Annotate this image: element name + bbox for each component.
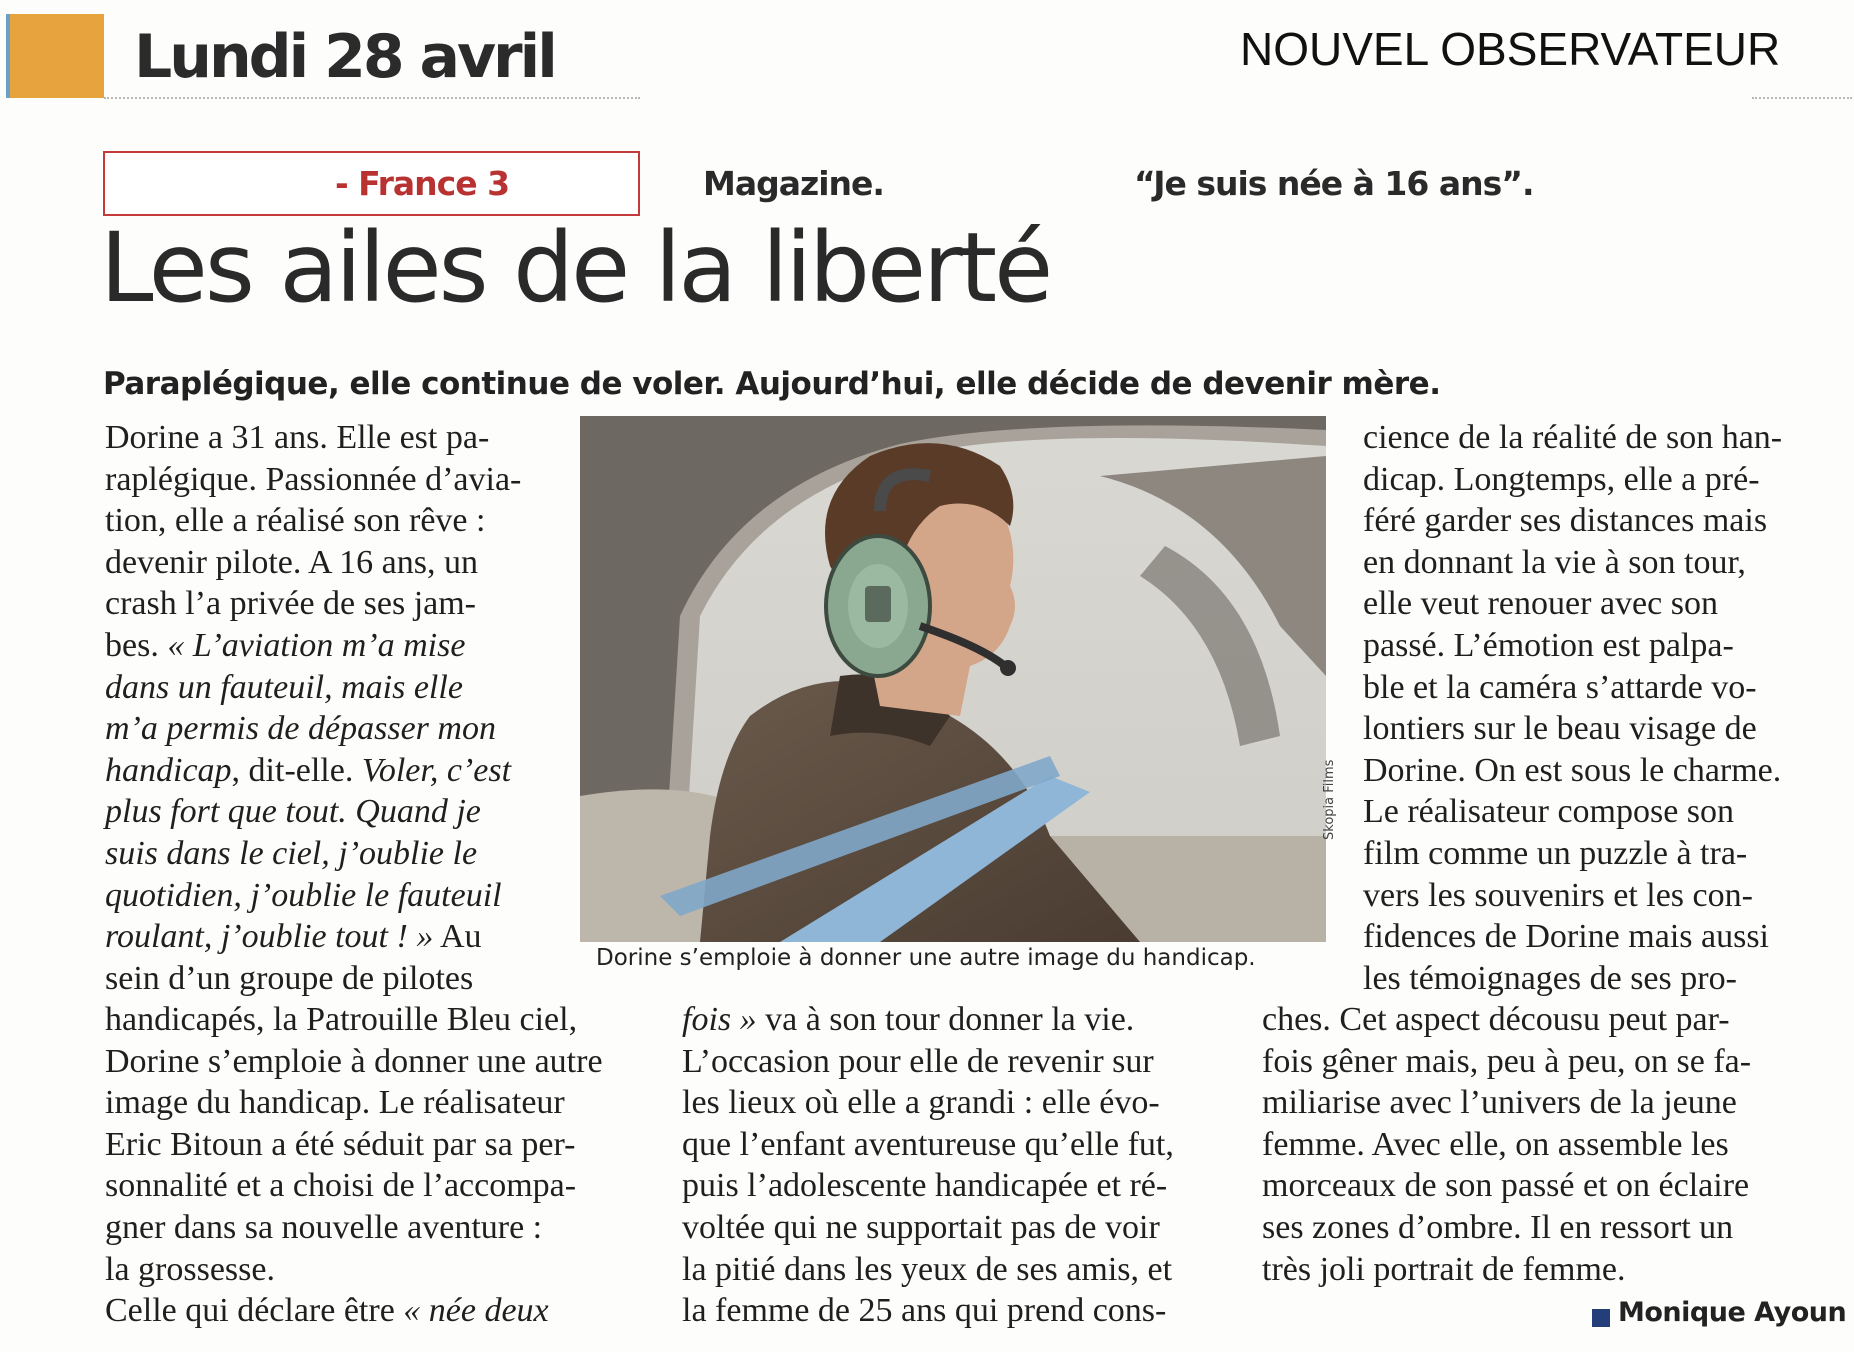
text-line: la pitié dans les yeux de ses amis, et bbox=[682, 1250, 1173, 1288]
rubric-label: Magazine. bbox=[703, 164, 884, 203]
text-line bbox=[105, 916, 555, 958]
text-line bbox=[682, 999, 1242, 1041]
text-line: gner dans sa nouvelle aventure : bbox=[105, 1208, 543, 1246]
text-line: passé. L’émotion est palpa- bbox=[1363, 626, 1734, 664]
text-line: handicapés, la Patrouille Bleu ciel, bbox=[105, 1001, 578, 1038]
text-line: que l’enfant aventureuse qu’elle fut, bbox=[682, 1125, 1174, 1163]
text-line bbox=[105, 1290, 665, 1332]
text-run: bes. bbox=[105, 626, 168, 664]
pilot-photo-illustration bbox=[580, 416, 1326, 942]
quote-run: plus fort que tout. Quand je bbox=[105, 793, 481, 831]
article-column-2 bbox=[682, 999, 1242, 1332]
quote-run: fois » bbox=[682, 1001, 757, 1038]
text-line: fidences de Dorine mais aussi bbox=[1363, 918, 1769, 956]
text-line: vers les souvenirs et les con- bbox=[1363, 876, 1753, 914]
text-line: puis l’adolescente handicapée et ré- bbox=[682, 1167, 1168, 1205]
article-photo bbox=[580, 416, 1326, 942]
text-line: sonnalité et a choisi de l’accompa- bbox=[105, 1167, 577, 1205]
text-line: voltée qui ne supportait pas de voir bbox=[682, 1208, 1160, 1246]
text-line: L’occasion pour elle de revenir sur bbox=[682, 1042, 1154, 1080]
text-line: Dorine s’emploie à donner une autre bbox=[105, 1042, 603, 1080]
quote-run: « L’aviation m’a mise bbox=[167, 626, 466, 664]
text-line: femme. Avec elle, on assemble les bbox=[1262, 1125, 1729, 1163]
text-line: ses zones d’ombre. Il en ressort un bbox=[1262, 1208, 1734, 1246]
text-run: , dit-elle. bbox=[231, 751, 362, 789]
text-line: Eric Bitoun a été séduit par sa per- bbox=[105, 1125, 576, 1163]
text-line: la grossesse. bbox=[105, 1250, 275, 1288]
text-line: cience de la réalité de son han- bbox=[1363, 419, 1783, 456]
quote-run: suis dans le ciel, j’oublie le bbox=[105, 834, 478, 872]
header-divider-right bbox=[1752, 97, 1852, 99]
photo-caption: Dorine s’emploie à donner une autre image du handicap. bbox=[596, 945, 1256, 971]
text-line bbox=[105, 875, 555, 917]
text-line bbox=[105, 750, 555, 792]
text-run: Celle qui déclare être bbox=[105, 1292, 404, 1330]
text-run: Au bbox=[433, 918, 482, 956]
text-line: très joli portrait de femme. bbox=[1262, 1250, 1626, 1288]
text-line: morceaux de son passé et on éclaire bbox=[1262, 1167, 1750, 1205]
text-line: Dorine a 31 ans. Elle est pa- bbox=[105, 419, 490, 456]
text-line bbox=[105, 667, 555, 709]
text-line: Le réalisateur compose son bbox=[1363, 793, 1735, 831]
text-line: tion, elle a réalisé son rêve : bbox=[105, 502, 486, 540]
quote-run: roulant, j’oublie tout ! » bbox=[105, 918, 434, 956]
quote-run: quotidien, j’oublie le fauteuil bbox=[105, 876, 502, 914]
text-line: devenir pilote. A 16 ans, un bbox=[105, 543, 479, 581]
pull-quote: “Je suis née à 16 ans”. bbox=[1134, 164, 1534, 203]
text-line bbox=[105, 791, 555, 833]
text-line: raplégique. Passionnée d’avia- bbox=[105, 460, 522, 498]
quote-run: « née deux bbox=[403, 1292, 549, 1330]
text-line: les lieux où elle a grandi : elle évo- bbox=[682, 1084, 1160, 1122]
quote-run: m’a permis de dépasser mon bbox=[105, 710, 496, 748]
article-column-3-bottom bbox=[1262, 999, 1832, 1290]
text-line: crash l’a privée de ses jam- bbox=[105, 585, 476, 623]
text-line: fois gêner mais, peu à peu, on se fa- bbox=[1262, 1042, 1752, 1080]
publication-name: NOUVEL OBSERVATEUR bbox=[1240, 23, 1781, 75]
text-line: ble et la caméra s’attarde vo- bbox=[1363, 668, 1757, 706]
text-line bbox=[105, 625, 555, 667]
author-byline: Monique Ayoun bbox=[1618, 1297, 1847, 1328]
text-line: Dorine. On est sous le charme. bbox=[1363, 751, 1782, 789]
text-line: en donnant la vie à son tour, bbox=[1363, 543, 1746, 581]
photo-credit: Skopia Films bbox=[1322, 759, 1337, 840]
article-column-1-bottom bbox=[105, 999, 665, 1332]
issue-date: Lundi 28 avril bbox=[134, 22, 555, 92]
quote-run: dans un fauteuil, mais elle bbox=[105, 668, 463, 706]
text-line: lontiers sur le beau visage de bbox=[1363, 710, 1757, 748]
header-divider bbox=[104, 97, 640, 99]
byline-square-icon bbox=[1592, 1309, 1610, 1327]
text-line: ches. Cet aspect décousu peut par- bbox=[1262, 1001, 1730, 1038]
article-column-3-top bbox=[1363, 417, 1823, 999]
article-headline: Les ailes de la liberté bbox=[100, 212, 1051, 324]
text-line: féré garder ses distances mais bbox=[1363, 502, 1768, 540]
quote-run: Voler, c’est bbox=[361, 751, 512, 789]
text-line: film comme un puzzle à tra- bbox=[1363, 834, 1748, 872]
text-line: la femme de 25 ans qui prend cons- bbox=[682, 1292, 1167, 1330]
text-run: va à son tour donner la vie. bbox=[756, 1001, 1135, 1038]
quote-run: handicap bbox=[105, 751, 232, 789]
text-line: miliarise avec l’univers de la jeune bbox=[1262, 1084, 1737, 1122]
text-line bbox=[105, 833, 555, 875]
text-line: dicap. Longtemps, elle a pré- bbox=[1363, 460, 1760, 498]
text-line: sein d’un groupe de pilotes bbox=[105, 959, 474, 997]
tv-channel: - France 3 bbox=[335, 164, 510, 203]
article-column-1 bbox=[105, 417, 555, 999]
section-color-tab bbox=[6, 14, 104, 98]
text-line: les témoignages de ses pro- bbox=[1363, 959, 1737, 997]
article-standfirst: Paraplégique, elle continue de voler. Aujourd’hui, elle décide de devenir mère. bbox=[103, 366, 1441, 402]
text-line: image du handicap. Le réalisateur bbox=[105, 1084, 565, 1122]
text-line: elle veut renouer avec son bbox=[1363, 585, 1718, 623]
text-line bbox=[105, 708, 555, 750]
